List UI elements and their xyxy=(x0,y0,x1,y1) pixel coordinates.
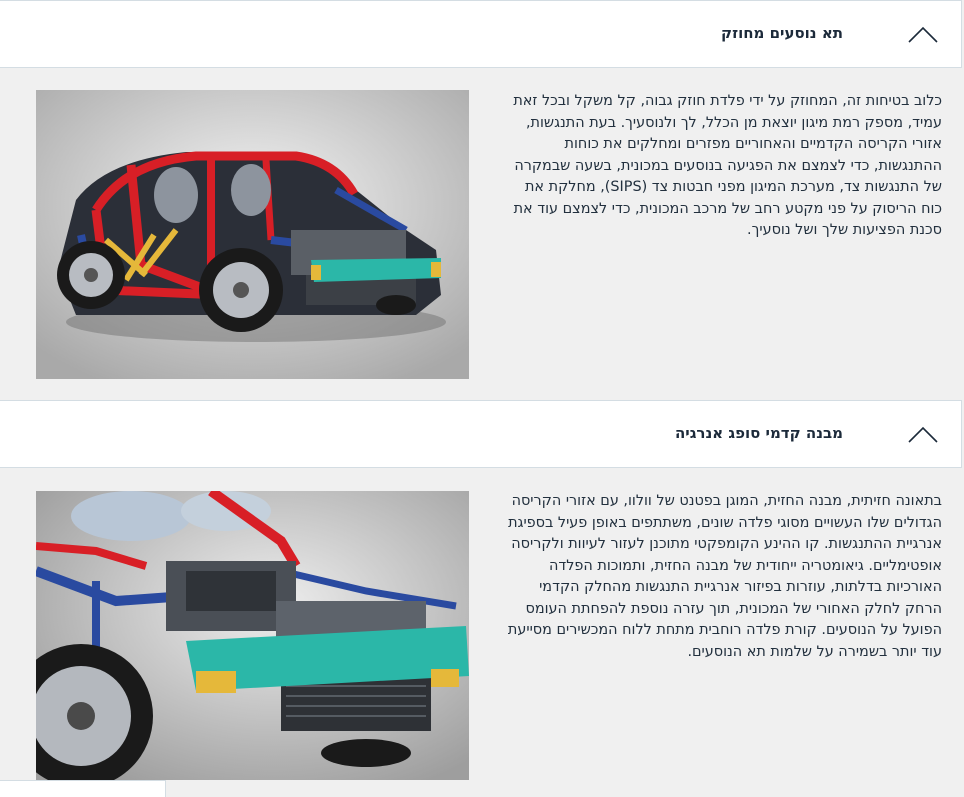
accordion-panel-front-structure xyxy=(0,469,962,780)
safety-cage-image xyxy=(36,90,469,379)
accordion-header-reinforced-cabin[interactable] xyxy=(0,0,962,68)
accordion-header-front-structure[interactable] xyxy=(0,400,962,468)
chevron-up-icon[interactable] xyxy=(908,425,938,443)
section-description: בתאונה חזיתית, מבנה החזית, המוגן בפטנט של וולוו, עם אזורי הקריסה הגדולים שלו העשויים מסוגי פלדה שונים, משתתפים באופן פעיל בספיגת אנרגיית ההתנגשות. קו ההינע הקומפקטי מתוכנן לעזור לעיוות ולקריסה אופטימליים. גיאומטריה ייחודית של מבנה החזית, ותמוכות הפלדה האורכיות בדלתות, עוזרות בפיזור אנרגיית התנגשות מהחלק הקדמי הרחק לחלק האחורי של המכונית, תוך עזרה נוספת להפחתת העומס הפועל על הנוסעים. קורת פלדה רוחבית מתחת ללוח המכשירים מסייעת עוד יותר בשמירה על שלמות תא הנוסעים. xyxy=(507,493,942,660)
accordion-title: מבנה קדמי סופג אנרגיה xyxy=(675,424,843,442)
front-structure-image xyxy=(36,491,469,780)
footer-tab xyxy=(0,780,166,797)
chevron-up-icon[interactable] xyxy=(908,25,938,43)
accordion-panel-reinforced-cabin xyxy=(0,69,962,400)
accordion-title: תא נוסעים מחוזק xyxy=(721,24,843,42)
section-description: כלוב בטיחות זה, המחוזק על ידי פלדת חוזק גבוה, קל משקל ובכל זאת עמיד, מספק רמת מיגון יוצאת מן הכלל, לך ולנוסעיך. בעת התנגשות, אזורי הקריסה הקדמיים והאחוריים מפזרים ומחלקים את כוחות ההתנגשות, כדי לצמצם את הפגיעה בנוסעים במכונית, בשעה שבמקרה של התנגשות צד, מערכת המיגון מפני חבטות צד (SIPS), מחלקת את כוח הריסוק על פני מקטע רחב של מרכב המכונית, כדי לצמצם עוד את סכנת הפציעות שלך ושל נוסעיך. xyxy=(513,93,942,238)
